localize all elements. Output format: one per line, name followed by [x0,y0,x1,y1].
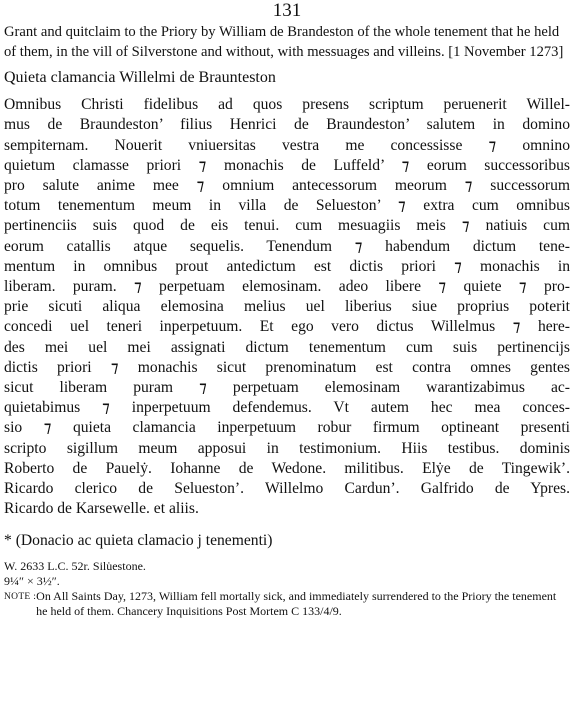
charter-line: Ricardo clerico de Selueston’. Willelmo Cardun’. Galfrido de Ypres. [4,480,570,498]
charter-line: pro salute anime mee ⁊ omnium antecessorum meorum ⁊ successorum [4,177,570,194]
page-number: 131 [272,0,302,21]
note-label: NOTE : [4,592,37,603]
charter-line: totum tenementum meum in villa de Selueston’ ⁊ extra cum omnibus [4,197,570,215]
charter-line: mentum in omnibus prout antedictum est dictis priori ⁊ monachis in [4,257,570,275]
charter-text [4,95,570,519]
charter-line: liberam. puram. ⁊ perpetuam elemosinam. adeo libere ⁊ quiete ⁊ pro- [4,278,570,296]
charter-line: sempiternam. Nouerit vniuersitas vestra me concessisse ⁊ omnino [4,136,570,154]
charter-line: sicut liberam puram ⁊ perpetuam elemosinam warantizabimus ac- [4,379,570,397]
footnote [4,589,570,619]
reference-line: W. 2633 L.C. 52r. Silu̇estone. [4,559,146,574]
charter-line: sio ⁊ quieta clamancia inperpetuum robur firmum optineant presenti [4,419,570,437]
charter-line: concedi uel teneri inperpetuum. Et ego vero dictus Willelmus ⁊ here- [4,318,570,336]
charter-line: prie sicuti aliqua elemosina melius uel liberius siue proprius poterit [4,298,570,316]
charter-line: Ricardo de Karsewelle. et aliis. [4,500,199,518]
charter-line: Roberto de Pauelẏ. Iohanne de Wedone. militibus. Elẏe de Tingewik’. [4,459,570,477]
charter-line: eorum catallis atque sequelis. Tenendum ⁊ habendum dictum tene- [4,237,570,255]
dimensions-line: 9¼″ × 3½″. [4,574,60,589]
english-summary: Grant and quitclaim to the Priory by William de Brandeston of the whole tenement that he held of them, in the vill of Silverstone and without, with messuages and villeins. [1 November 1273] [4,24,564,60]
charter-line: Omnibus Christi fidelibus ad quos presens scriptum peruenerit Willel- [4,96,570,114]
charter-line: quietabimus ⁊ inperpetuum defendemus. Vt autem hec mea conces- [4,399,570,417]
charter-line: mus de Braundeston’ filius Henrici de Braundeston’ salutem in domino [4,116,570,134]
endorsement: * (Donacio ac quieta clamacio j tenementi) [4,532,273,550]
charter-line: scripto sigillum meum apposui in testimonium. Hiis testibus. dominis [4,439,570,457]
charter-line: pertinenciis suis quod de eis tenui. cum mesuagiis meis ⁊ natiuis cum [4,217,570,235]
document-reference [4,559,570,589]
charter-line: dictis priori ⁊ monachis sicut prenominatum est contra omnes gentes [4,358,570,376]
charter-line: quietum clamasse priori ⁊ monachis de Luffeld’ ⁊ eorum successoribus [4,156,570,174]
note-text: On All Saints Day, 1273, William fell mortally sick, and immediately surrendered to the Priory the tenement he held of them. Chancery Inquisitions Post Mortem C 133/4/9. [36,589,557,619]
charter-line: des mei uel mei assignati dictum tenementum cum suis pertinencijs [4,338,570,356]
charter-heading: Quieta clamancia Willelmi de Braunteston [4,69,276,87]
